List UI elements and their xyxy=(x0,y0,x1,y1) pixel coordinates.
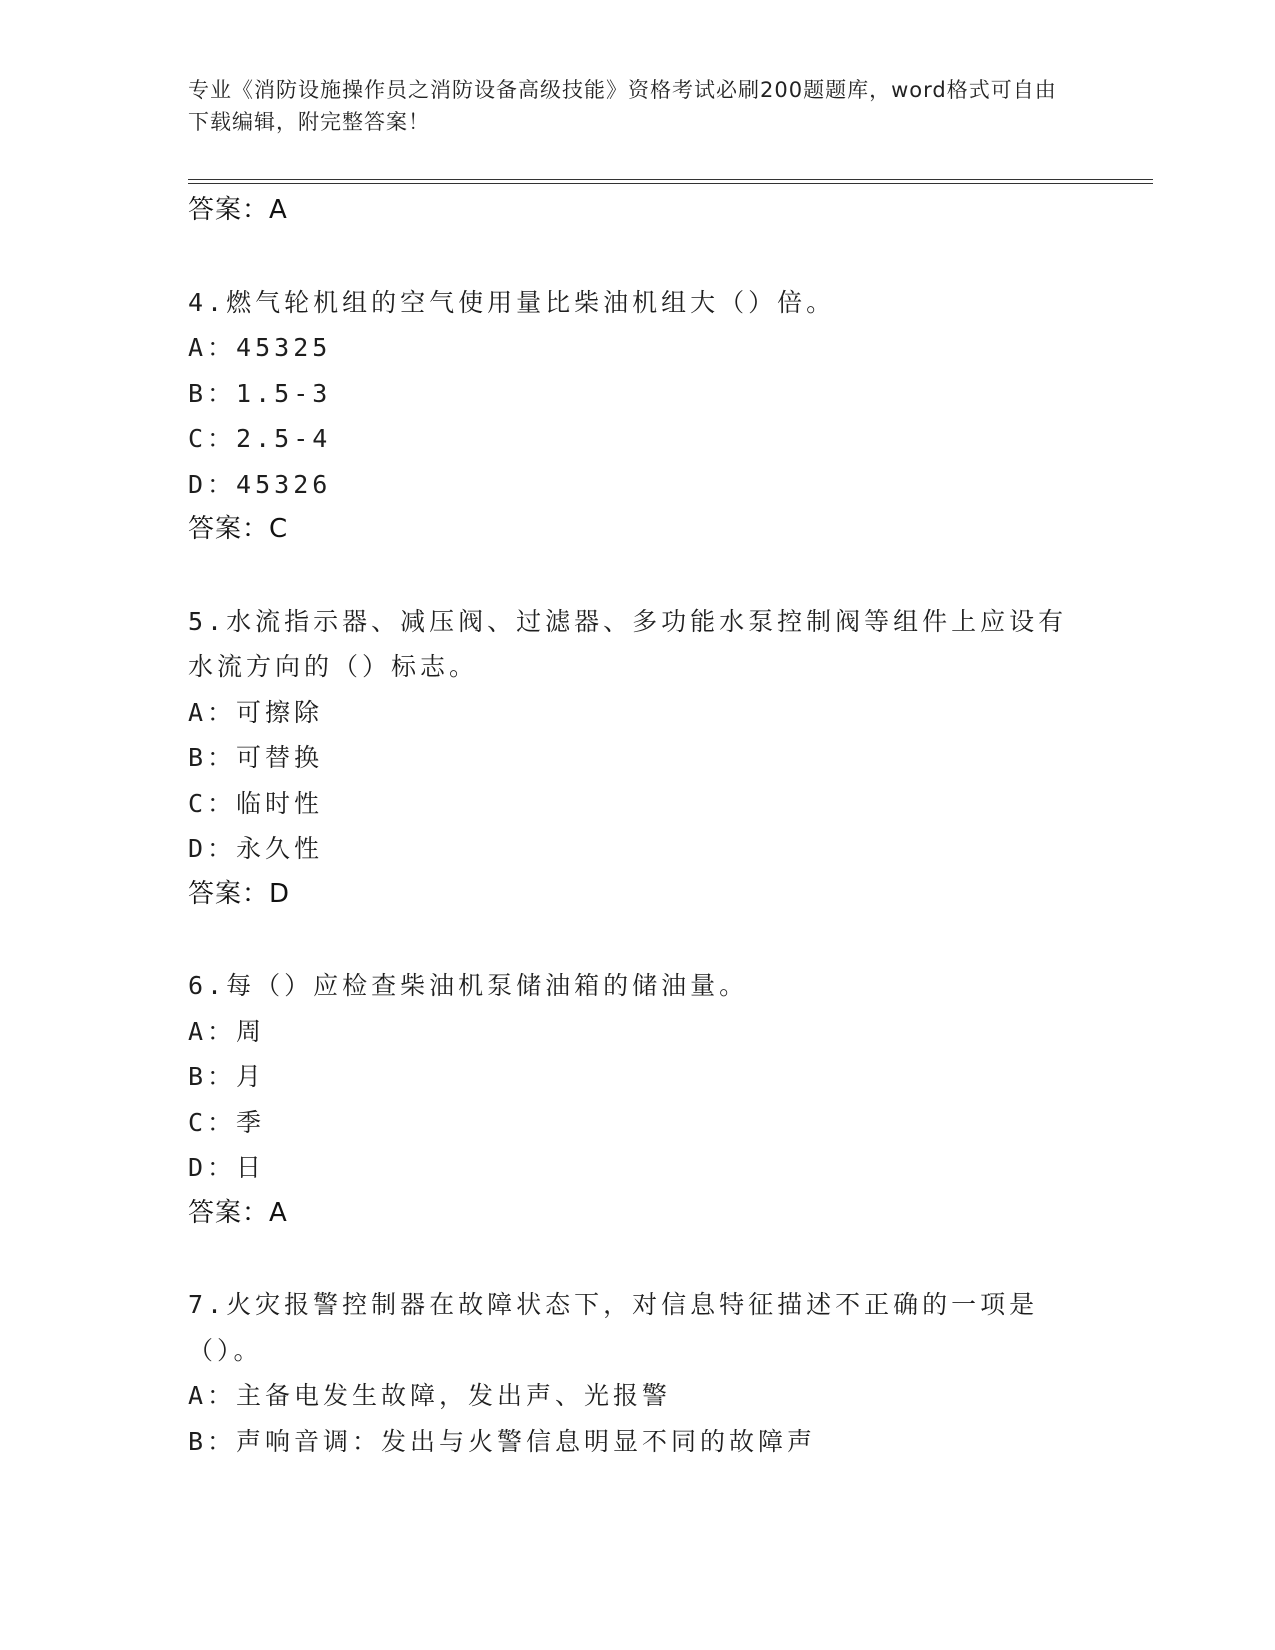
previous-answer: 答案：A xyxy=(188,195,288,225)
option-d: D：日 xyxy=(188,1153,266,1182)
option-d: D：永久性 xyxy=(188,834,324,863)
option-a: A：周 xyxy=(188,1016,266,1046)
header-rule-bottom xyxy=(188,183,1153,184)
question-5 xyxy=(188,599,1068,918)
option-c: C：季 xyxy=(188,1107,266,1137)
question-6 xyxy=(188,963,1068,1236)
option-a: A：可擦除 xyxy=(188,697,324,727)
header-rule-top xyxy=(188,179,1153,180)
option-a: A：45325 xyxy=(188,333,332,362)
question-stem: 6.每（）应检查柴油机泵储油箱的储油量。 xyxy=(188,971,749,1000)
question-stem: 5.水流指示器、减压阀、过滤器、多功能水泵控制阀等组件上应设有水流方向的（）标志。 xyxy=(188,606,1068,681)
spacer xyxy=(188,917,1068,963)
spacer xyxy=(188,1236,1068,1282)
option-d: D：45326 xyxy=(188,469,332,499)
option-b: B：1.5-3 xyxy=(188,378,332,408)
option-b: B：声响音调：发出与火警信息明显不同的故障声 xyxy=(188,1426,817,1456)
option-c: C：2.5-4 xyxy=(188,424,332,453)
question-stem: 7.火灾报警控制器在故障状态下，对信息特征描述不正确的一项是（）。 xyxy=(188,1290,1039,1365)
option-a: A：主备电发生故障，发出声、光报警 xyxy=(188,1381,672,1410)
question-answer: 答案：A xyxy=(188,1197,288,1228)
option-b: B：可替换 xyxy=(188,743,324,772)
option-c: C：临时性 xyxy=(188,788,324,818)
spacer xyxy=(188,553,1068,599)
question-4 xyxy=(188,280,1068,553)
page-header: 专业《消防设施操作员之消防设备高级技能》资格考试必刷200题题库，word格式可自由下载编辑，附完整答案！ xyxy=(188,78,1057,134)
document-body xyxy=(188,188,1068,1464)
question-7 xyxy=(188,1282,1068,1464)
question-answer: 答案：D xyxy=(188,878,291,909)
option-b: B：月 xyxy=(188,1062,266,1091)
question-stem: 4.燃气轮机组的空气使用量比柴油机组大（）倍。 xyxy=(188,287,836,317)
spacer xyxy=(188,234,1068,280)
question-answer: 答案：C xyxy=(188,514,289,544)
